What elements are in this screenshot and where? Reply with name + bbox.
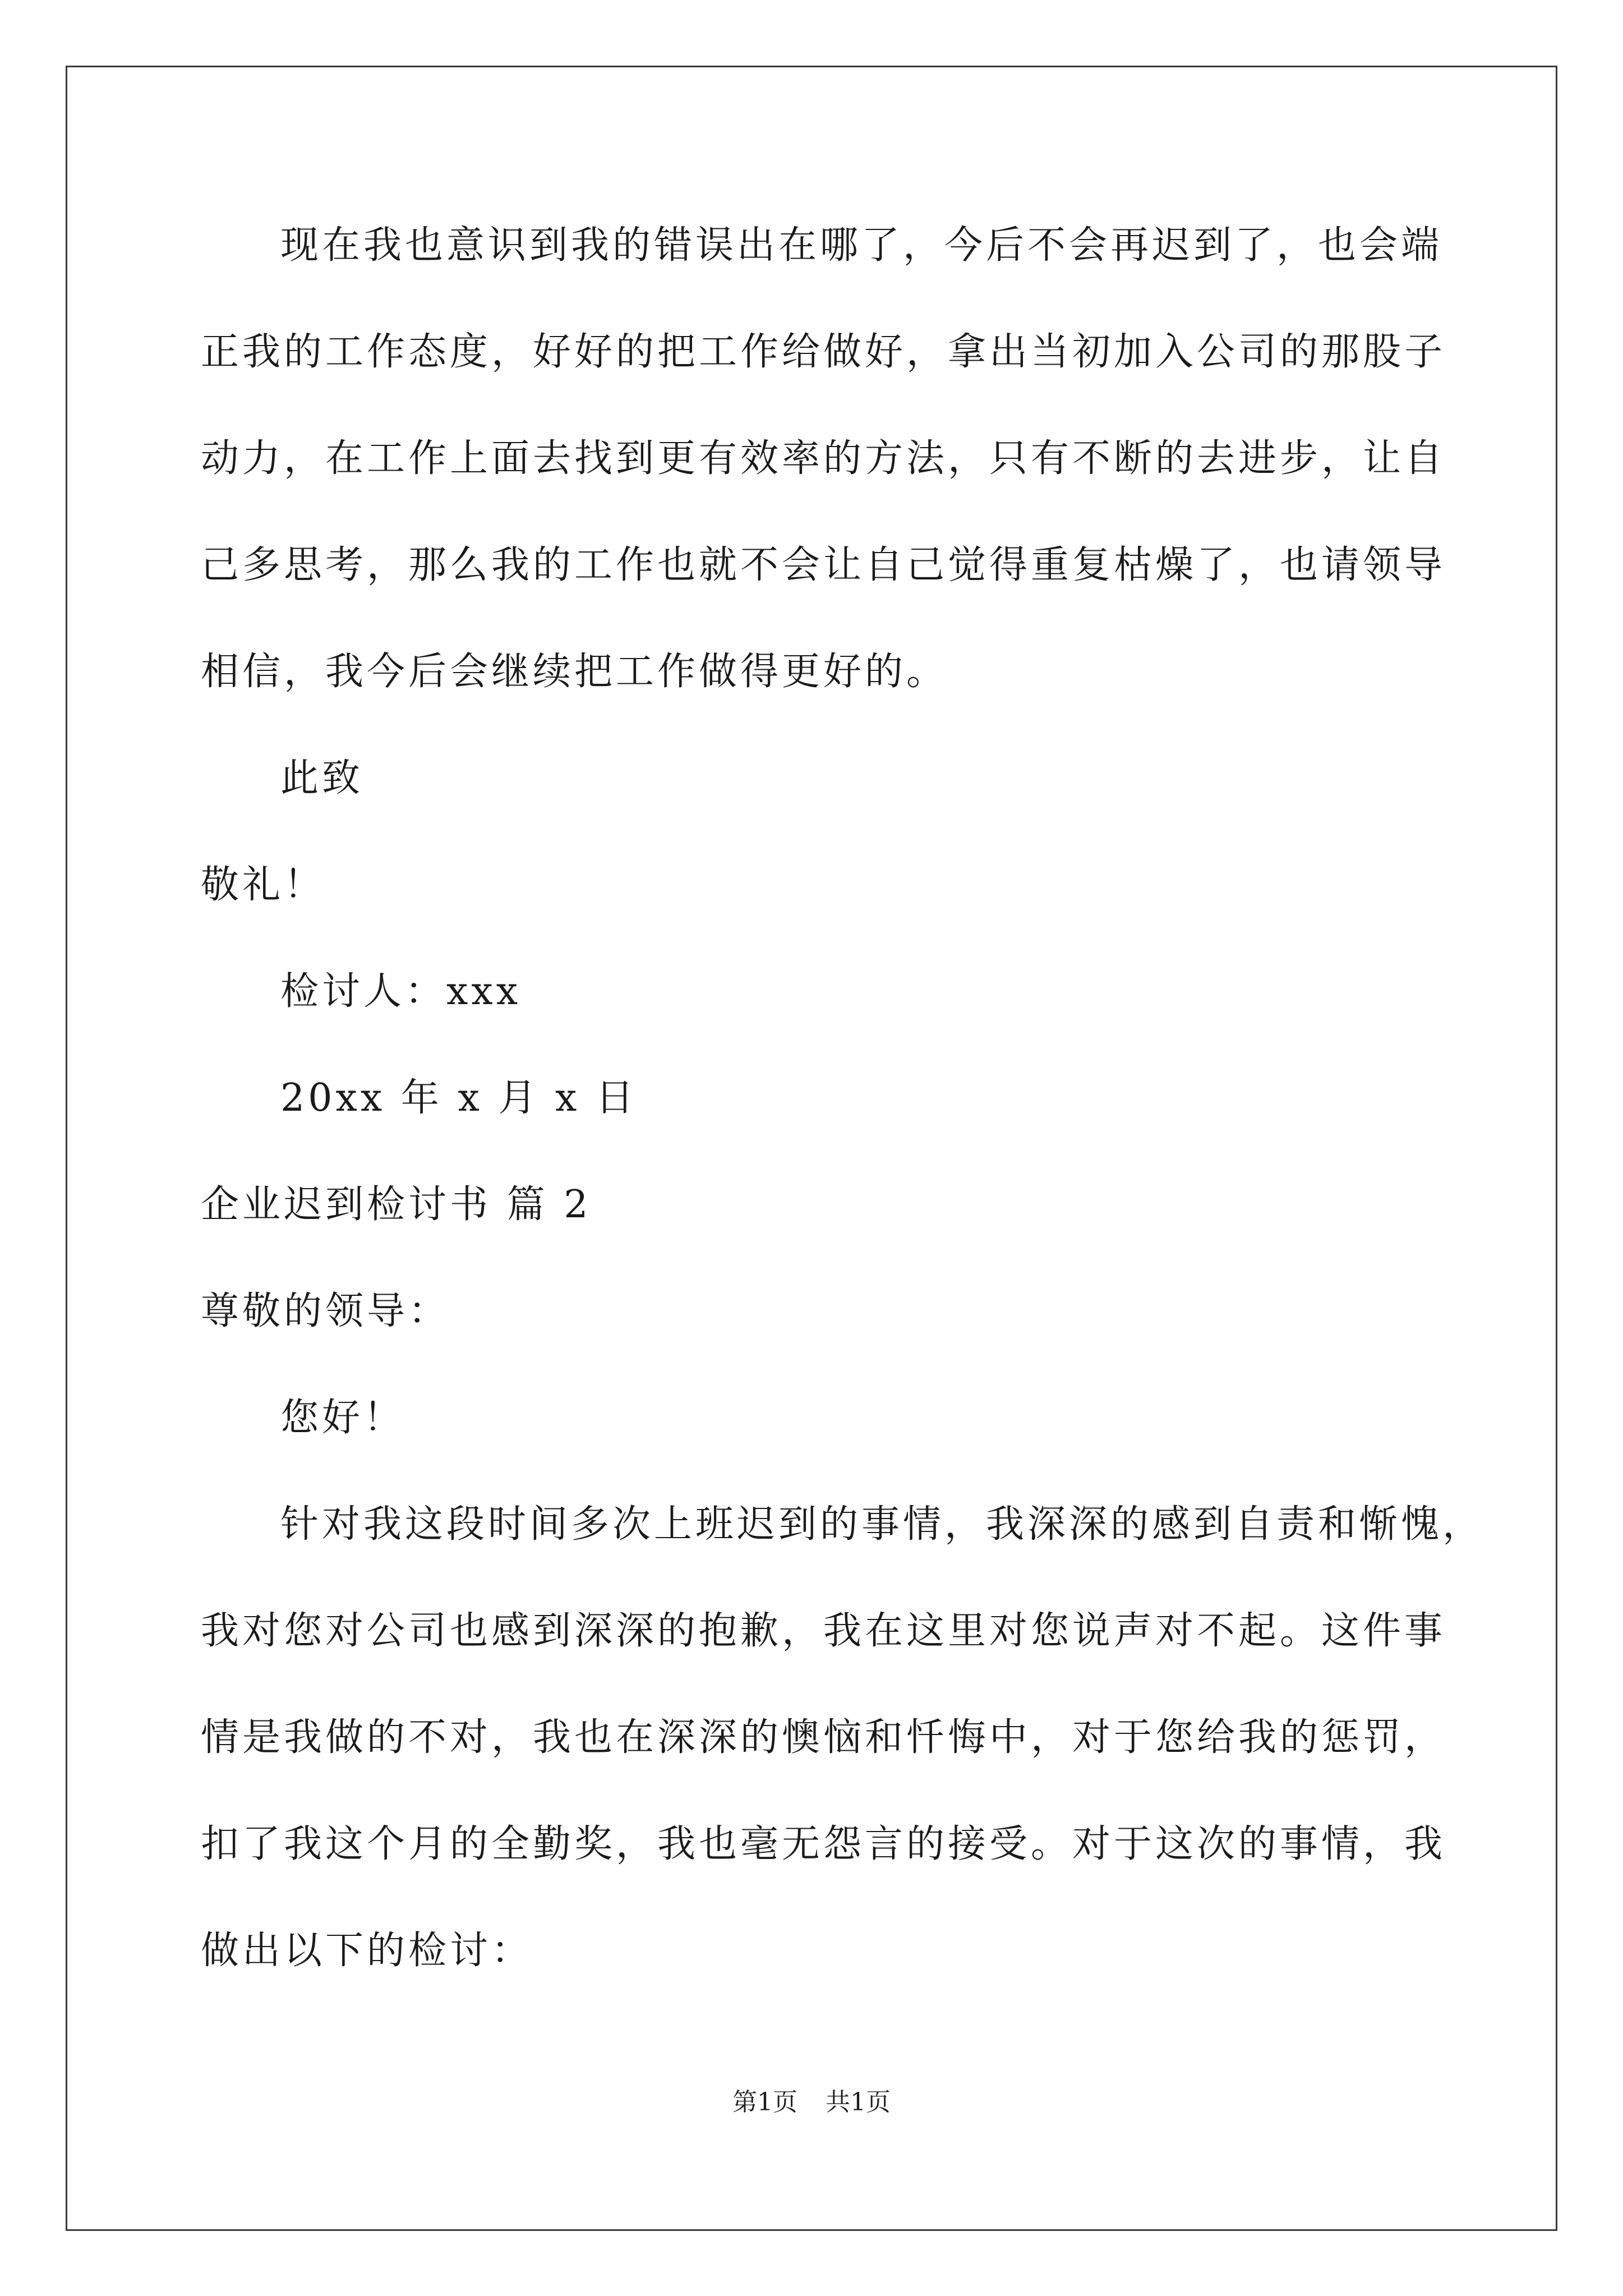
signer-text: 检讨人：xxx — [280, 969, 522, 1014]
paragraph-1-line-1: 现在我也意识到我的错误出在哪了，今后不会再迟到了，也会端 — [280, 223, 1443, 268]
page-number: 第1页 — [732, 2088, 797, 2116]
paragraph-2-line-5: 做出以下的检讨： — [201, 1929, 533, 1973]
hello-text: 您好！ — [280, 1396, 405, 1440]
page-footer — [0, 2086, 1623, 2119]
paragraph-2-line-3: 情是我做的不对，我也在深深的懊恼和忏悔中，对于您给我的惩罚， — [201, 1715, 1446, 1760]
paragraph-2-line-4: 扣了我这个月的全勤奖，我也毫无怨言的接受。对于这次的事情，我 — [201, 1822, 1446, 1866]
closing-text: 此致 — [280, 756, 364, 800]
paragraph-1-line-3: 动力，在工作上面去找到更有效率的方法，只有不断的去进步，让自 — [201, 436, 1446, 481]
page-total: 共1页 — [826, 2088, 891, 2116]
paragraph-1-line-2: 正我的工作态度，好好的把工作给做好，拿出当初加入公司的那股子 — [201, 330, 1446, 374]
page-frame — [66, 66, 1557, 2231]
date-text: 20xx 年 x 月 x 日 — [280, 1076, 638, 1120]
paragraph-2-line-1: 针对我这段时间多次上班迟到的事情，我深深的感到自责和惭愧， — [280, 1502, 1484, 1547]
section-title: 企业迟到检讨书 篇 2 — [201, 1182, 592, 1227]
paragraph-1-line-5: 相信，我今后会继续把工作做得更好的。 — [201, 650, 948, 694]
greeting-text: 尊敬的领导： — [201, 1289, 450, 1333]
salute-text: 敬礼！ — [201, 863, 326, 907]
paragraph-2-line-2: 我对您对公司也感到深深的抱歉，我在这里对您说声对不起。这件事 — [201, 1609, 1446, 1653]
paragraph-1-line-4: 己多思考，那么我的工作也就不会让自己觉得重复枯燥了，也请领导 — [201, 543, 1446, 587]
